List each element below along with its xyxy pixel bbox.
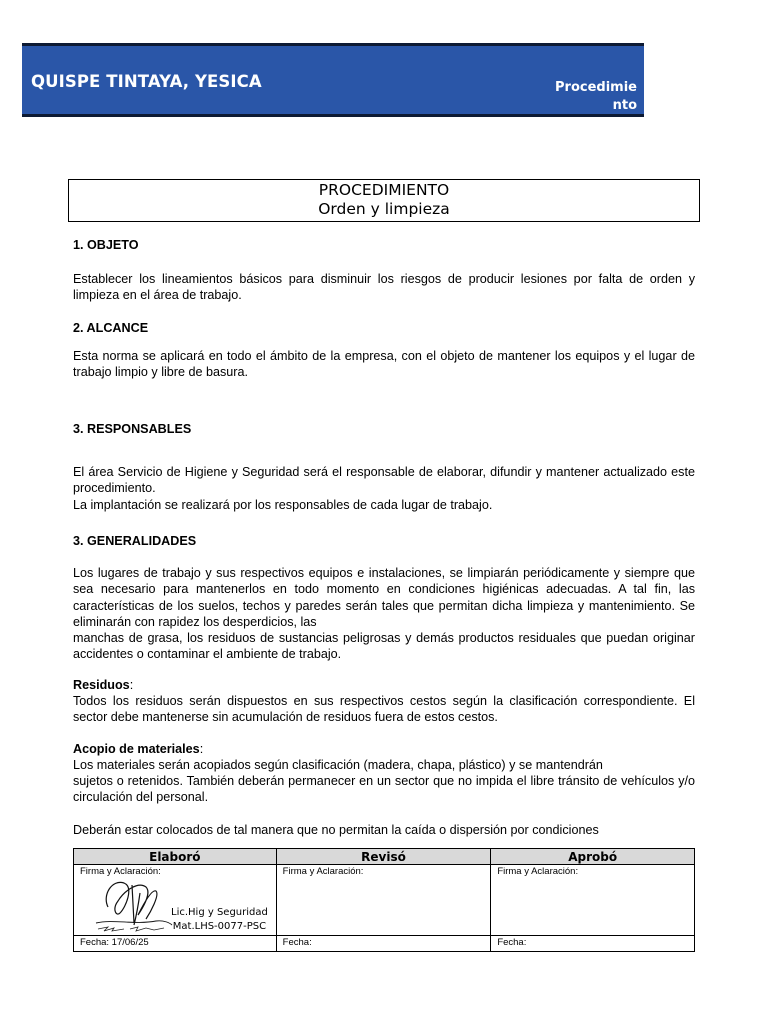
signature-table [73,848,695,952]
title-line-subject: Orden y limpieza [318,200,450,218]
section-text-alcance: Esta norma se aplicará en todo el ámbito de la empresa, con el objeto de mantener los equipos y el lugar de trabajo limpio y libre de basura. [73,349,695,380]
aprobo-fecha: Fecha: [491,936,695,952]
document-type-label: Procedimiento [555,80,637,113]
residuos-paragraph: Residuos: [73,678,134,692]
reviso-firma-label: Firma y Aclaración: [282,866,364,877]
author-name: QUISPE TINTAYA, YESICA [31,72,262,91]
signature-firma-row [74,865,695,936]
aprobo-firma-label: Firma y Aclaración: [497,866,579,877]
reviso-firma-cell [276,865,491,936]
residuos-text: Todos los residuos serán dispuestos en sus respectivos cestos según la clasificación correspondiente. El sector debe mantenerse sin acumulación de residuos fuera de estos cestos. [73,694,695,725]
deberan-text: Deberán estar colocados de tal manera que no permitan la caída o dispersión por condiciones [73,823,599,837]
elaboro-firma-cell [74,865,277,936]
signature-header-row [74,849,695,865]
elaboro-stamp [171,906,268,934]
section-heading-objeto: 1. OBJETO [73,238,139,252]
signature-date-row [74,936,695,952]
header-aprobo: Aprobó [491,849,695,865]
acopio-paragraph: Acopio de materiales: [73,742,204,756]
acopio-label: Acopio de materiales [73,742,200,756]
acopio-text-2: sujetos o retenidos. También deberán permanecer en un sector que no impida el libre tránsito de vehículos y/o circulación del personal. [73,774,695,805]
section-text-responsables-1: El área Servicio de Higiene y Seguridad será el responsable de elaborar, difundir y mantener actualizado este procedimiento. [73,465,695,496]
reviso-fecha: Fecha: [276,936,491,952]
header-elaboro: Elaboró [74,849,277,865]
section-heading-alcance: 2. ALCANCE [73,321,149,335]
handwritten-signature-icon [94,873,174,935]
elaboro-firma-label: Firma y Aclaración: [80,866,161,877]
section-text-objeto: Establecer los lineamientos básicos para disminuir los riesgos de producir lesiones por falta de orden y limpieza en el área de trabajo. [73,272,695,303]
acopio-text-1: Los materiales serán acopiados según clasificación (madera, chapa, plástico) y se mantendrán [73,758,603,772]
section-heading-generalidades: 3. GENERALIDADES [73,534,197,548]
document-title-box [68,179,700,222]
title-line-procedimiento: PROCEDIMIENTO [318,181,450,199]
section-text-generalidades-2: manchas de grasa, los residuos de sustancias peligrosas y demás productos residuales que puedan originar accidentes o contaminar el ambiente de trabajo. [73,631,695,662]
stamp-title: Lic.Hig y Seguridad [171,907,268,918]
residuos-label: Residuos [73,678,130,692]
section-text-responsables-2: La implantación se realizará por los responsables de cada lugar de trabajo. [73,498,493,512]
section-heading-responsables: 3. RESPONSABLES [73,422,192,436]
section-text-generalidades-1: Los lugares de trabajo y sus respectivos equipos e instalaciones, se limpiarán periódicamente y siempre que sea necesario para mantenerlos en todo momento en condiciones higiénicas adecuadas. A tal fin, las características de los suelos, techos y paredes serán tales que permitan dicha limpieza y mantenimiento. Se eliminarán con rapidez los desperdicios, las [73,566,695,629]
document-header-banner [22,43,644,117]
header-reviso: Revisó [276,849,491,865]
aprobo-firma-cell [491,865,695,936]
stamp-registration: Mat.LHS-0077-PSC [172,921,267,932]
elaboro-fecha: Fecha: 17/06/25 [74,936,277,952]
